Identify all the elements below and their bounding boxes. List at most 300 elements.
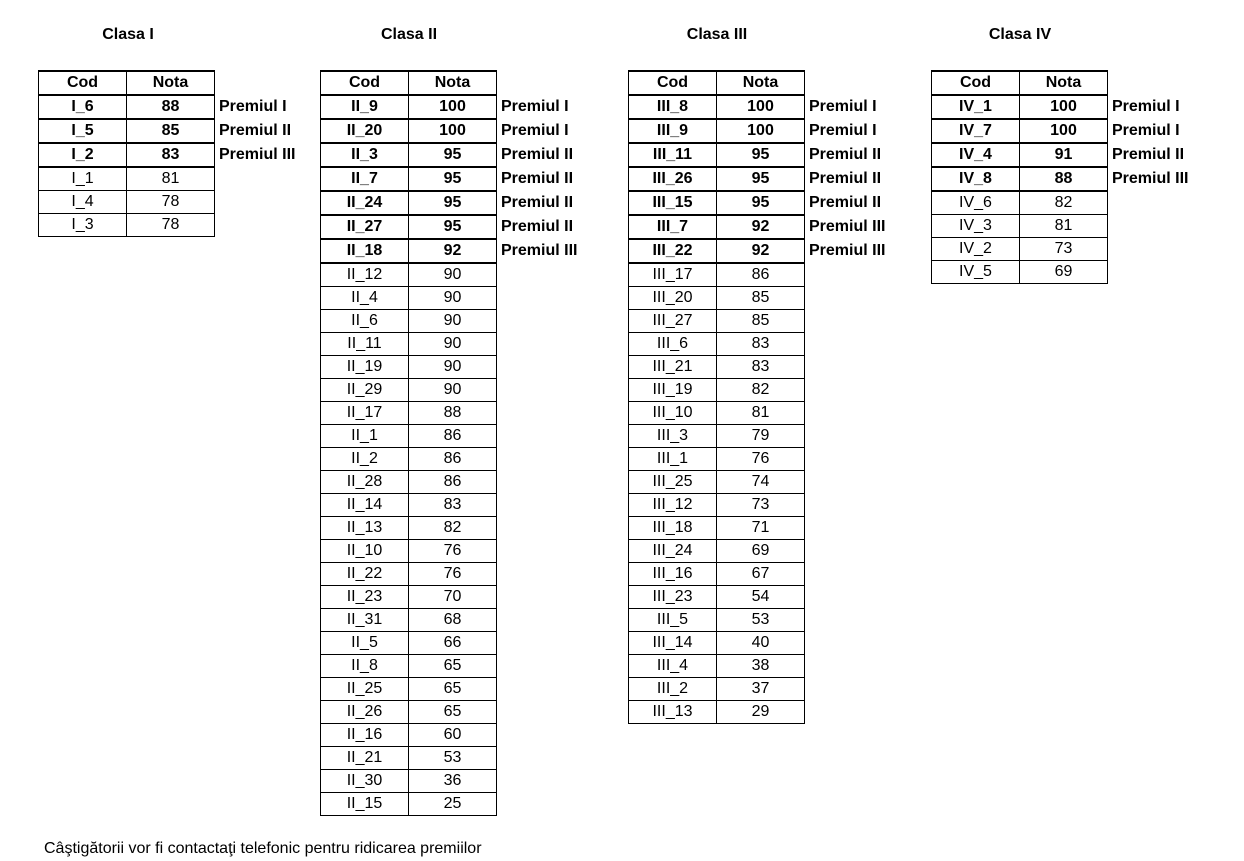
table-row [321,793,607,816]
cell-cod: III_3 [629,425,717,448]
table-row [39,167,325,191]
cell-prize: Premiul II [809,170,882,187]
table-row [39,143,325,167]
table-row [629,563,915,586]
table-row [932,215,1218,238]
cell-nota: 90 [409,310,497,333]
cell-prize [805,678,915,701]
cell-nota: 76 [409,563,497,586]
cell-prize [497,563,607,586]
cell-nota: 100 [409,95,497,119]
cell-prize [497,701,607,724]
cell-prize: Premiul I [1112,98,1180,115]
cell-nota: 69 [717,540,805,563]
cell-cod: II_5 [321,632,409,655]
cell-cod: III_6 [629,333,717,356]
cell-prize [805,379,915,402]
cell-prize [1108,215,1218,238]
table-row [629,471,915,494]
table-row [321,263,607,287]
cell-cod: III_24 [629,540,717,563]
table-row [321,701,607,724]
cell-nota: 86 [409,448,497,471]
cell-cod: III_10 [629,402,717,425]
cell-nota: 73 [1020,238,1108,261]
cell-prize [215,214,325,237]
cell-prize [805,494,915,517]
table-row [629,586,915,609]
cell-prize [215,191,325,214]
table-header-row [932,71,1218,95]
cell-prize: Premiul I [219,98,287,115]
cell-prize: Premiul I [809,98,877,115]
cell-cod: II_8 [321,655,409,678]
class-title-2: Clasa II [380,26,438,43]
table-row [629,167,915,191]
cell-nota: 81 [717,402,805,425]
cell-nota: 83 [409,494,497,517]
cell-cod: I_6 [39,95,127,119]
cell-cod: II_24 [321,191,409,215]
cell-prize [497,540,607,563]
cell-nota: 88 [1020,167,1108,191]
cell-nota: 83 [717,333,805,356]
cell-prize [497,471,607,494]
cell-nota: 67 [717,563,805,586]
cell-cod: III_25 [629,471,717,494]
cell-nota: 95 [409,167,497,191]
cell-nota: 95 [717,167,805,191]
cell-cod: IV_4 [932,143,1020,167]
cell-cod: II_20 [321,119,409,143]
table-row [629,263,915,287]
cell-nota: 68 [409,609,497,632]
cell-cod: II_28 [321,471,409,494]
table-row [629,678,915,701]
cell-prize [805,701,915,724]
table-row [932,119,1218,143]
table-row [932,143,1218,167]
grades-table-clasa-3 [628,70,915,724]
grades-table-clasa-1 [38,70,325,237]
cell-nota: 36 [409,770,497,793]
cell-prize [497,517,607,540]
cell-nota: 85 [717,287,805,310]
cell-nota: 100 [1020,119,1108,143]
cell-cod: I_5 [39,119,127,143]
table-row [932,95,1218,119]
class-title-3: Clasa III [686,26,748,43]
class-title-4: Clasa IV [988,26,1052,43]
cell-nota: 53 [409,747,497,770]
table-row [39,214,325,237]
cell-prize [497,263,607,287]
cell-cod: II_27 [321,215,409,239]
table-row [321,310,607,333]
table-row [629,143,915,167]
cell-nota: 81 [127,167,215,191]
table-row [629,215,915,239]
cell-cod: II_9 [321,95,409,119]
cell-nota: 54 [717,586,805,609]
cell-cod: II_1 [321,425,409,448]
cell-nota: 88 [409,402,497,425]
column-header-cod: Cod [629,71,717,95]
table-row [629,95,915,119]
cell-cod: IV_2 [932,238,1020,261]
table-row [321,770,607,793]
cell-prize [1108,191,1218,215]
table-row [321,379,607,402]
cell-cod: II_12 [321,263,409,287]
cell-nota: 86 [409,425,497,448]
cell-cod: II_14 [321,494,409,517]
cell-cod: III_2 [629,678,717,701]
cell-cod: III_26 [629,167,717,191]
cell-prize [805,471,915,494]
cell-prize [805,263,915,287]
cell-prize: Premiul II [1112,146,1185,163]
column-header-cod: Cod [39,71,127,95]
cell-prize: Premiul II [501,218,574,235]
cell-cod: III_7 [629,215,717,239]
table-row [629,540,915,563]
cell-nota: 76 [717,448,805,471]
cell-nota: 95 [717,143,805,167]
table-row [629,517,915,540]
cell-cod: III_18 [629,517,717,540]
cell-cod: II_22 [321,563,409,586]
column-header-cod: Cod [932,71,1020,95]
cell-nota: 81 [1020,215,1108,238]
cell-prize [805,563,915,586]
table-row [321,563,607,586]
cell-prize [497,655,607,678]
cell-nota: 38 [717,655,805,678]
cell-nota: 90 [409,356,497,379]
cell-nota: 79 [717,425,805,448]
table-row [629,425,915,448]
table-row [321,333,607,356]
cell-cod: III_17 [629,263,717,287]
cell-prize: Premiul III [219,146,296,163]
cell-prize: Premiul II [501,170,574,187]
cell-prize [805,540,915,563]
cell-cod: II_31 [321,609,409,632]
table-row [321,95,607,119]
cell-nota: 92 [409,239,497,263]
table-row [321,609,607,632]
table-header-row [629,71,915,95]
table-row [321,402,607,425]
table-row [321,471,607,494]
cell-prize: Premiul II [219,122,292,139]
cell-cod: III_16 [629,563,717,586]
cell-cod: II_2 [321,448,409,471]
grades-table-clasa-4 [931,70,1218,284]
cell-prize: Premiul III [1112,170,1189,187]
table-row [321,356,607,379]
cell-cod: III_11 [629,143,717,167]
cell-prize [497,770,607,793]
table-row [629,379,915,402]
cell-prize [497,678,607,701]
cell-cod: I_3 [39,214,127,237]
cell-cod: III_23 [629,586,717,609]
cell-prize [805,333,915,356]
cell-nota: 82 [717,379,805,402]
cell-prize [1108,238,1218,261]
cell-nota: 88 [127,95,215,119]
table-row [321,167,607,191]
table-row [629,191,915,215]
cell-cod: III_8 [629,95,717,119]
cell-nota: 83 [717,356,805,379]
cell-cod: II_19 [321,356,409,379]
cell-nota: 82 [1020,191,1108,215]
table-row [321,586,607,609]
cell-cod: III_15 [629,191,717,215]
cell-nota: 60 [409,724,497,747]
cell-nota: 92 [717,239,805,263]
cell-cod: IV_8 [932,167,1020,191]
cell-prize [497,379,607,402]
cell-prize: Premiul III [501,242,578,259]
table-header-row [39,71,325,95]
cell-prize: Premiul II [809,146,882,163]
table-row [629,310,915,333]
table-row [321,678,607,701]
table-row [321,425,607,448]
cell-nota: 76 [409,540,497,563]
table-row [629,239,915,263]
cell-nota: 69 [1020,261,1108,284]
cell-prize [805,402,915,425]
cell-cod: II_23 [321,586,409,609]
cell-cod: III_4 [629,655,717,678]
cell-prize [497,724,607,747]
cell-prize [497,333,607,356]
cell-prize [805,517,915,540]
cell-prize: Premiul II [809,194,882,211]
table-row [321,448,607,471]
cell-cod: III_19 [629,379,717,402]
cell-cod: II_16 [321,724,409,747]
cell-cod: III_9 [629,119,717,143]
table-row [629,632,915,655]
table-row [321,215,607,239]
cell-cod: IV_5 [932,261,1020,284]
cell-nota: 86 [717,263,805,287]
cell-prize: Premiul II [501,194,574,211]
cell-cod: I_2 [39,143,127,167]
cell-cod: II_29 [321,379,409,402]
cell-prize [805,655,915,678]
cell-cod: III_14 [629,632,717,655]
column-header-nota: Nota [717,71,805,95]
cell-cod: II_17 [321,402,409,425]
cell-prize [497,287,607,310]
cell-nota: 65 [409,678,497,701]
cell-nota: 85 [127,119,215,143]
column-header-nota: Nota [409,71,497,95]
cell-prize [497,586,607,609]
cell-prize [497,448,607,471]
cell-prize [497,494,607,517]
table-row [629,119,915,143]
table-row [321,724,607,747]
cell-cod: IV_7 [932,119,1020,143]
cell-prize [497,609,607,632]
table-row [321,494,607,517]
cell-nota: 90 [409,379,497,402]
column-header-cod: Cod [321,71,409,95]
table-row [629,655,915,678]
cell-nota: 90 [409,263,497,287]
cell-prize [497,356,607,379]
cell-cod: III_27 [629,310,717,333]
cell-nota: 95 [717,191,805,215]
cell-prize [497,632,607,655]
table-row [321,540,607,563]
cell-cod: II_21 [321,747,409,770]
cell-prize [805,632,915,655]
cell-prize [805,609,915,632]
table-row [629,701,915,724]
cell-cod: III_5 [629,609,717,632]
table-row [321,632,607,655]
cell-cod: II_15 [321,793,409,816]
cell-nota: 78 [127,214,215,237]
cell-cod: III_20 [629,287,717,310]
cell-nota: 66 [409,632,497,655]
cell-nota: 90 [409,333,497,356]
table-row [321,143,607,167]
prize-spacer [215,71,325,95]
cell-nota: 100 [1020,95,1108,119]
cell-prize [805,448,915,471]
cell-prize: Premiul I [501,122,569,139]
cell-cod: III_13 [629,701,717,724]
prize-spacer [1108,71,1218,95]
cell-nota: 92 [717,215,805,239]
cell-nota: 95 [409,143,497,167]
cell-cod: III_21 [629,356,717,379]
cell-nota: 37 [717,678,805,701]
cell-prize: Premiul III [809,218,886,235]
table-row [629,333,915,356]
cell-nota: 71 [717,517,805,540]
table-header-row [321,71,607,95]
table-row [629,402,915,425]
cell-cod: II_25 [321,678,409,701]
cell-nota: 100 [717,119,805,143]
cell-nota: 74 [717,471,805,494]
table-row [932,238,1218,261]
table-row [39,191,325,214]
cell-prize [805,586,915,609]
table-row [321,119,607,143]
cell-cod: II_13 [321,517,409,540]
class-title-1: Clasa I [102,26,154,43]
cell-nota: 53 [717,609,805,632]
table-row [932,191,1218,215]
cell-cod: IV_1 [932,95,1020,119]
cell-cod: III_1 [629,448,717,471]
table-row [39,95,325,119]
cell-nota: 83 [127,143,215,167]
table-row [629,356,915,379]
cell-nota: 82 [409,517,497,540]
table-row [321,191,607,215]
cell-cod: II_4 [321,287,409,310]
cell-nota: 100 [409,119,497,143]
table-row [321,655,607,678]
table-row [321,239,607,263]
cell-prize [497,747,607,770]
cell-cod: II_30 [321,770,409,793]
cell-cod: II_3 [321,143,409,167]
table-row [321,517,607,540]
cell-prize [497,310,607,333]
cell-cod: II_18 [321,239,409,263]
cell-cod: I_4 [39,191,127,214]
cell-nota: 90 [409,287,497,310]
cell-nota: 95 [409,215,497,239]
grades-table-clasa-2 [320,70,607,816]
cell-cod: II_11 [321,333,409,356]
column-header-nota: Nota [127,71,215,95]
cell-prize: Premiul I [501,98,569,115]
cell-prize [805,310,915,333]
cell-nota: 40 [717,632,805,655]
table-row [629,494,915,517]
cell-cod: IV_3 [932,215,1020,238]
table-row [629,609,915,632]
prize-spacer [497,71,607,95]
cell-prize: Premiul I [1112,122,1180,139]
cell-nota: 100 [717,95,805,119]
cell-cod: II_6 [321,310,409,333]
cell-cod: II_26 [321,701,409,724]
cell-cod: IV_6 [932,191,1020,215]
footer-note: Câştigătorii vor fi contactaţi telefonic pentru ridicarea premiilor [44,840,482,857]
cell-prize [805,356,915,379]
table-row [629,287,915,310]
cell-cod: III_22 [629,239,717,263]
cell-prize: Premiul II [501,146,574,163]
cell-nota: 73 [717,494,805,517]
cell-nota: 95 [409,191,497,215]
cell-nota: 65 [409,701,497,724]
cell-prize [497,425,607,448]
cell-nota: 65 [409,655,497,678]
prize-spacer [805,71,915,95]
cell-cod: II_7 [321,167,409,191]
table-row [39,119,325,143]
table-row [321,747,607,770]
cell-nota: 91 [1020,143,1108,167]
table-row [321,287,607,310]
cell-nota: 78 [127,191,215,214]
cell-prize [215,167,325,191]
cell-cod: II_10 [321,540,409,563]
cell-prize [1108,261,1218,284]
cell-cod: III_12 [629,494,717,517]
cell-nota: 85 [717,310,805,333]
cell-nota: 29 [717,701,805,724]
table-row [932,261,1218,284]
